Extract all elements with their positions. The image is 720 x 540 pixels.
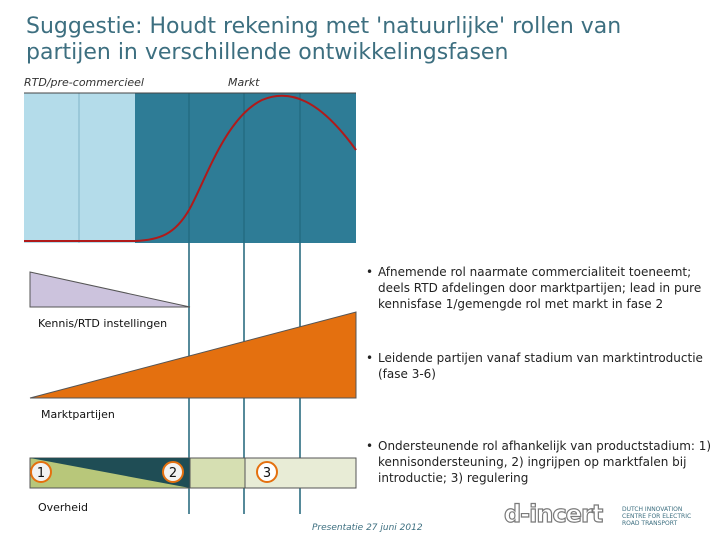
slide-title: Suggestie: Houdt rekening met 'natuurlijke' rollen van partijen in verschillende ontwikkelingsfasen — [26, 14, 622, 65]
markt-label: Marktpartijen — [41, 408, 115, 421]
bullet-symbol: • — [366, 265, 374, 279]
market-phase-band — [135, 93, 356, 243]
bullet-kennis — [366, 264, 714, 312]
bullet-markt-text: Leidende partijen vanaf stadium van marktintroductie (fase 3-6) — [378, 351, 703, 381]
phase-label-markt: Markt — [228, 76, 260, 89]
footer-date: Presentatie 27 juni 2012 — [312, 523, 423, 533]
bullet-overheid — [366, 438, 714, 486]
d-incert-logo — [504, 500, 704, 534]
marker-1-label: 1 — [36, 466, 46, 481]
overheid-bar-mid — [190, 458, 245, 488]
bullet-overheid-text: Ondersteunende rol afhankelijk van productstadium: 1) kennisondersteuning, 2) ingrijpen op marktfalen bij introductie; 3) regulering — [378, 439, 712, 485]
logo-tagline: DUTCH INNOVATION CENTRE FOR ELECTRIC ROAD TRANSPORT — [622, 506, 692, 527]
marker-3-label: 3 — [262, 466, 272, 481]
bullet-symbol: • — [366, 351, 374, 365]
overheid-label: Overheid — [38, 501, 89, 514]
bullet-markt — [366, 350, 714, 382]
logo-word: d-incert — [504, 500, 603, 528]
bullet-kennis-text: Afnemende rol naarmate commercialiteit toeneemt; deels RTD afdelingen door marktpartijen; lead in pure kennisfase 1/gemengde rol met markt in fase 2 — [378, 265, 702, 311]
kennis-label: Kennis/RTD instellingen — [38, 317, 168, 330]
marker-2-label: 2 — [168, 466, 178, 481]
phase-label-rtd: RTD/pre-commercieel — [24, 76, 144, 89]
bullet-symbol: • — [366, 439, 374, 453]
